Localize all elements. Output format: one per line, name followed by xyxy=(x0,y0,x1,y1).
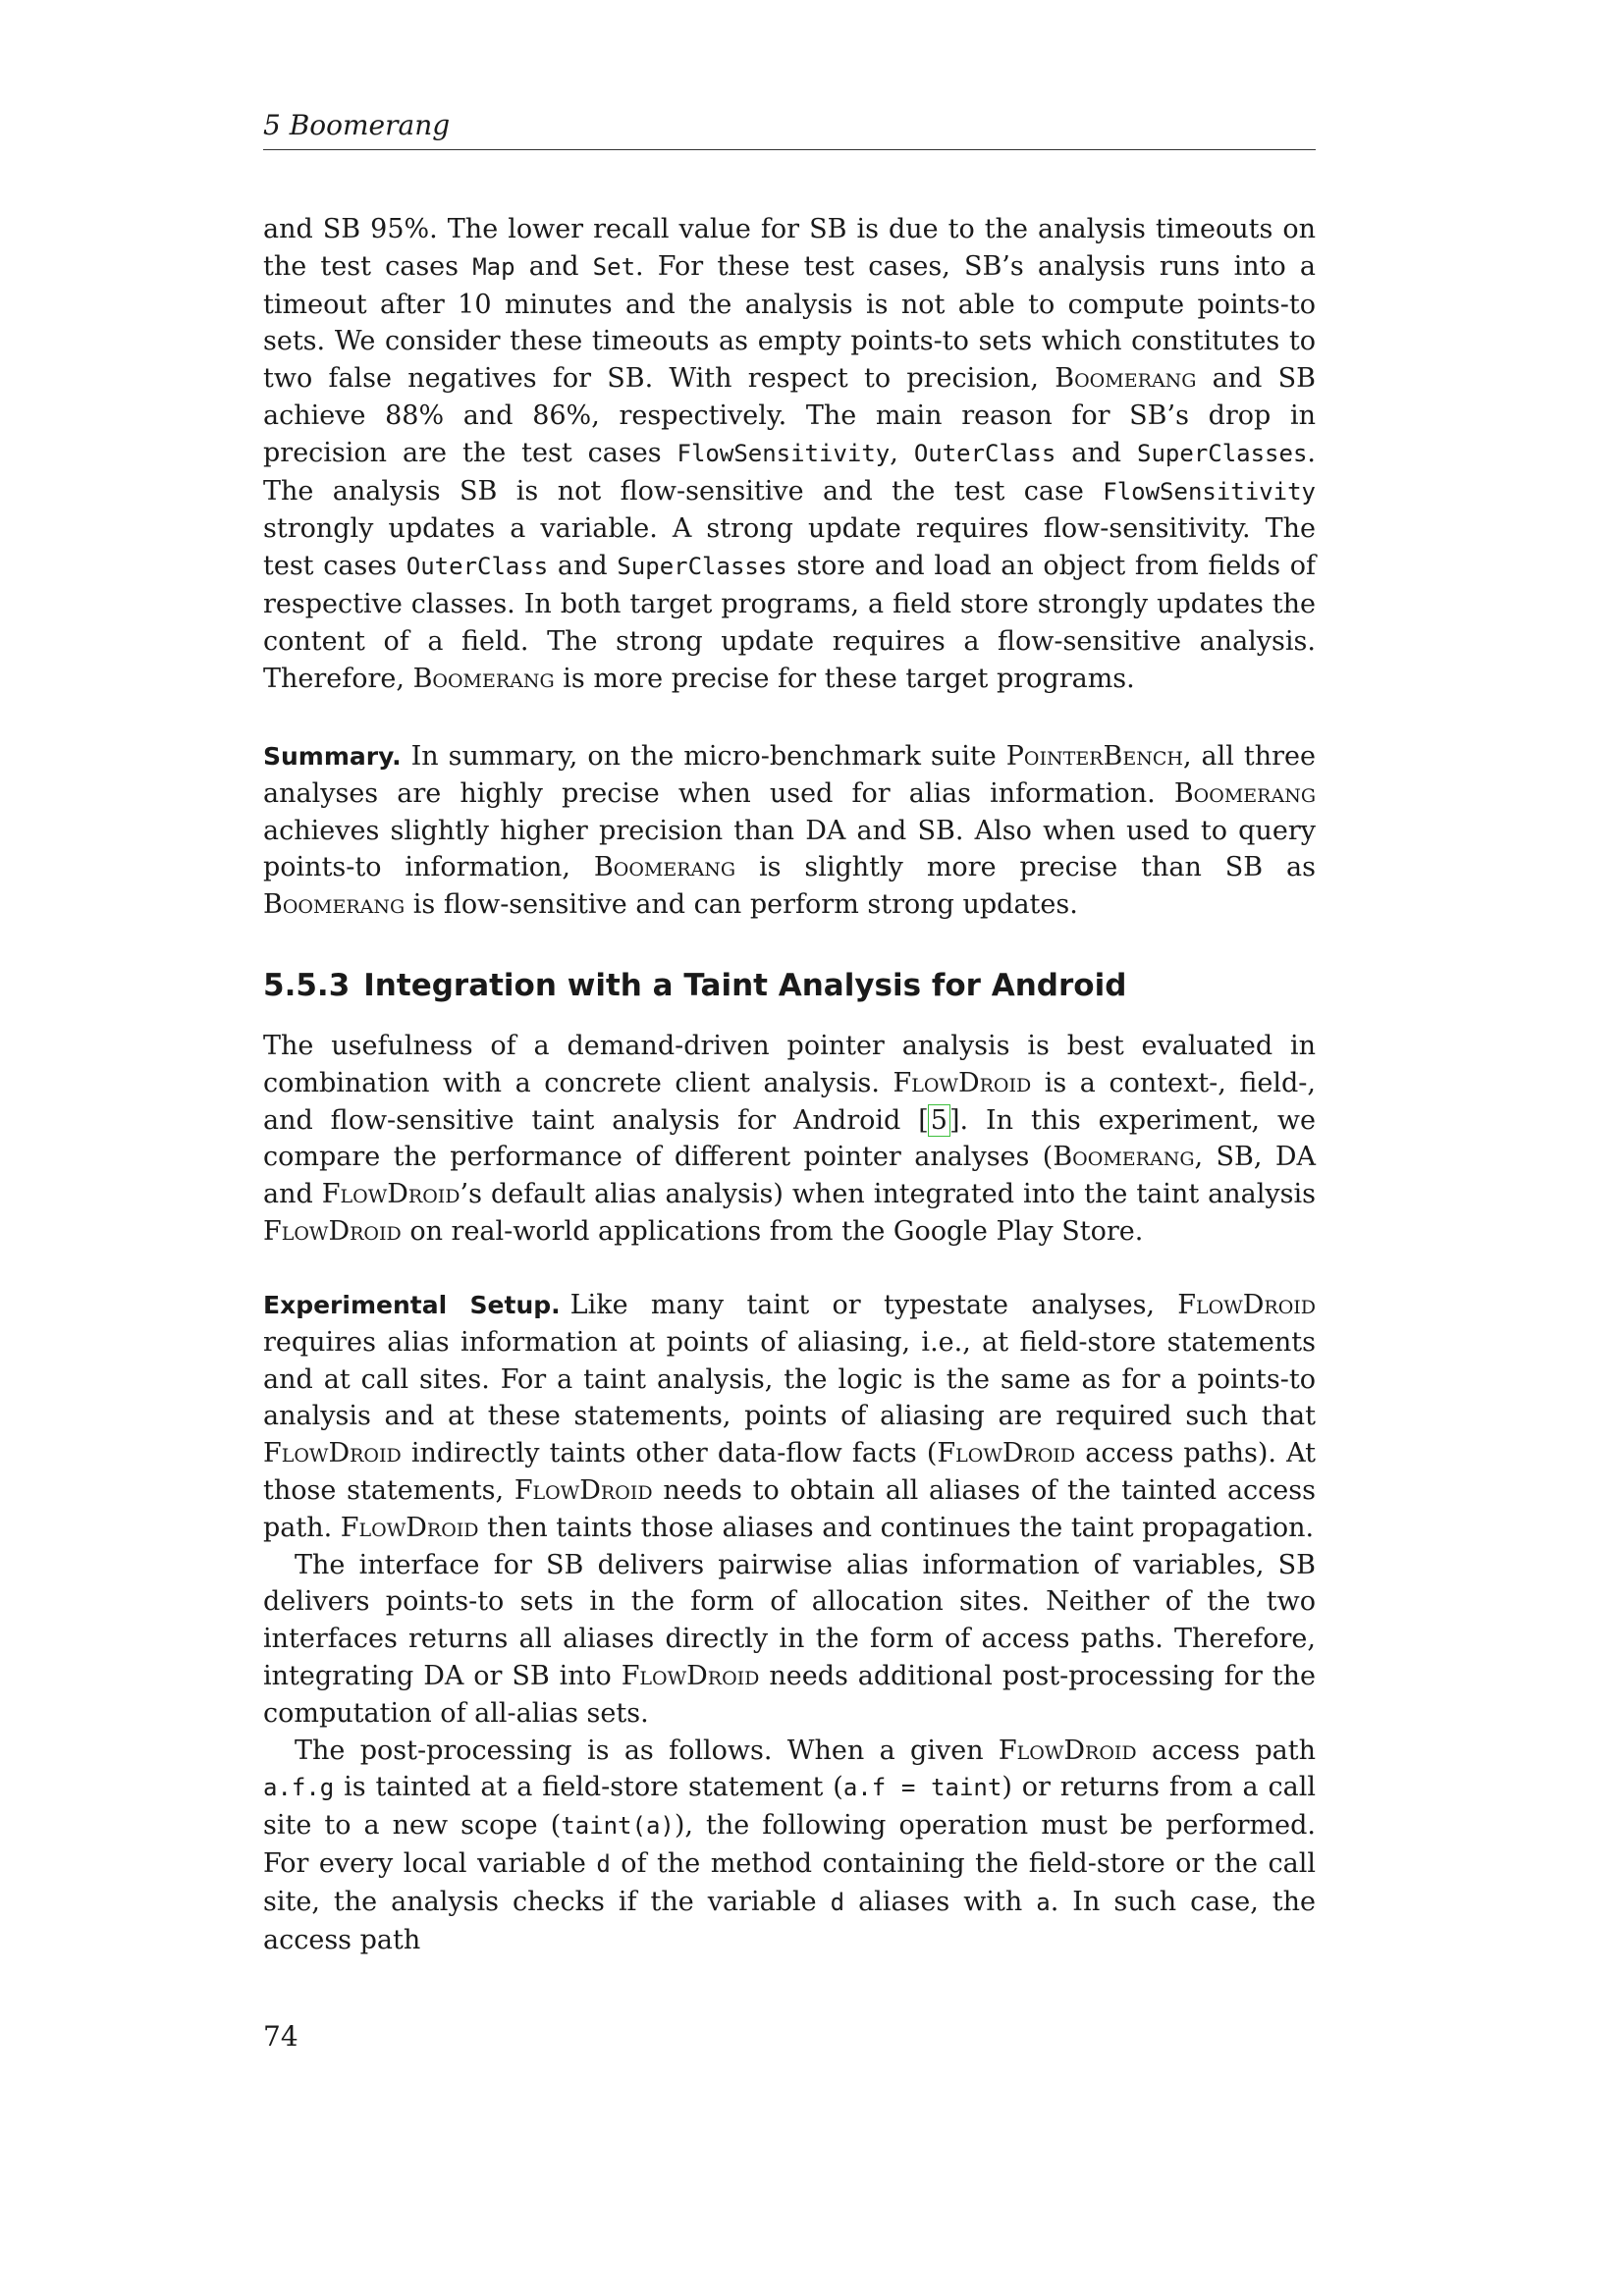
code-access-path: a.f.g xyxy=(263,1774,335,1802)
citation-link[interactable]: 5 xyxy=(930,1104,947,1136)
boomerang-name: Boomerang xyxy=(1053,1142,1195,1173)
text-run: . In such case, the access path xyxy=(263,1886,1317,1955)
text-run: , SB, DA and xyxy=(263,1142,1316,1210)
text-run: then taints those aliases and continues the taint propagation. xyxy=(478,1512,1315,1543)
text-run: needs additional post-processing for the computation of all-alias sets. xyxy=(263,1660,1316,1729)
flowdroid-name: FlowDroid xyxy=(263,1438,402,1469)
text-run: . The analysis SB is not flow-sensitive and the test case xyxy=(263,437,1316,507)
section-number: 5.5.3 xyxy=(263,968,351,1003)
text-run: access paths). At those statements, xyxy=(263,1438,1316,1506)
text-run: ), the following operation must be performed. For every local variable xyxy=(263,1810,1317,1879)
text-run: and xyxy=(514,250,593,282)
paragraph-text: The usefulness of a demand-driven pointer analysis is best evaluated in combination with a concrete client analysis. FlowDroid is a context-, field-, and flow-sensitive taint analysis for Android [5]. In this experiment, we compare the performance of different pointer analyses (Boomerang, SB, DA and FlowDroid’s default alias analysis) when integrated into the taint analysis FlowDroid on real-world applications from the Google Play Store. xyxy=(263,1031,1317,1247)
flowdroid-name: FlowDroid xyxy=(937,1438,1076,1469)
code-superclasses: SuperClasses xyxy=(1137,439,1308,467)
text-run: The interface for SB delivers pairwise alias information of variables, SB delivers points-to sets in the form of allocation sites. Neither of the two interfaces returns all aliases directly in the form of access paths. Therefore, integrating DA or SB into xyxy=(263,1549,1316,1691)
text-run: is flow-sensitive and can perform strong updates. xyxy=(405,889,1078,921)
paragraph-experimental-setup xyxy=(263,1287,1316,1958)
flowdroid-name: FlowDroid xyxy=(263,1215,402,1247)
paragraph-text xyxy=(263,738,1316,924)
code-flowsensitivity: FlowSensitivity xyxy=(1103,477,1316,506)
boomerang-name: Boomerang xyxy=(1055,363,1197,395)
text-run: ’s default alias analysis) when integrated into the taint analysis xyxy=(460,1179,1316,1210)
code-outerclass: OuterClass xyxy=(406,553,549,581)
text-run: In summary, on the micro-benchmark suite xyxy=(410,741,1006,772)
text-run: needs to obtain all aliases of the tainted access path. xyxy=(263,1474,1316,1543)
text-run: store and load an object from fields of respective classes. In both target programs, a field store strongly updates the content of a field. The strong update requires a flow-sensitive analysis. Therefore, xyxy=(263,551,1317,694)
text-run: , xyxy=(890,437,914,468)
flowdroid-name: FlowDroid xyxy=(321,1179,460,1210)
text-run: and SB achieve 88% and 86%, respectively. The main reason for SB’s drop in precision are the test cases xyxy=(263,363,1317,468)
text-run: and SB 95%. The lower recall value for SB is due to the analysis timeouts on the test cases xyxy=(263,214,1316,282)
section-heading xyxy=(263,965,1316,1006)
text-run: strongly updates a variable. A strong update requires flow-sensitivity. The test cases xyxy=(263,513,1316,582)
paragraph-intro xyxy=(263,1028,1316,1251)
flowdroid-name: FlowDroid xyxy=(893,1067,1032,1098)
code-variable-d: d xyxy=(596,1849,611,1878)
text-run: . In this experiment, we compare the performance of different pointer analyses ( xyxy=(263,1104,1317,1173)
text-run: and xyxy=(548,551,618,582)
text-run: , all three analyses are highly precise when used for alias information. xyxy=(263,741,1317,809)
paragraph-text xyxy=(263,211,1316,697)
text-run: is a context-, field-, and flow-sensitive taint analysis for Android xyxy=(263,1067,1316,1136)
boomerang-name: Boomerang xyxy=(1173,777,1316,809)
boomerang-name: Boomerang xyxy=(412,663,555,694)
paragraph-text xyxy=(263,1733,1316,1959)
flowdroid-name: FlowDroid xyxy=(340,1512,479,1543)
text-run: The usefulness of a demand-driven pointer analysis is best evaluated in combination with a concrete client analysis. xyxy=(263,1031,1316,1098)
text-run: ) or returns from a call site to a new scope ( xyxy=(263,1772,1316,1842)
text-run: Like many taint or typestate analyses, xyxy=(569,1290,1178,1320)
text-run: . For these test cases, SB’s analysis runs into a timeout after 10 minutes and the analysis is not able to compute points-to sets. We consider these timeouts as empty points-to sets which constitutes to two false negatives for SB. With respect to precision, xyxy=(263,250,1317,395)
text-run: is slightly more precise than SB as xyxy=(735,852,1316,883)
paragraph-text xyxy=(263,1287,1316,1547)
paragraph-summary xyxy=(263,738,1316,924)
boomerang-name: Boomerang xyxy=(593,852,736,883)
text-run: achieves slightly higher precision than DA and SB. Also when used to query points-to information, xyxy=(263,815,1316,883)
flowdroid-name: FlowDroid xyxy=(998,1735,1137,1766)
text-run: indirectly taints other data-flow facts ( xyxy=(401,1438,938,1469)
text-run: requires alias information at points of aliasing, i.e., at field-store statements and at call sites. For a taint analysis, the logic is the same as for a points-to analysis and at these statements, points of aliasing are required such that xyxy=(263,1326,1316,1432)
code-outerclass: OuterClass xyxy=(913,439,1056,467)
text-run: on real-world applications from the Google Play Store. xyxy=(401,1215,1144,1247)
paragraph-heading: Experimental Setup. xyxy=(263,1291,561,1319)
flowdroid-name: FlowDroid xyxy=(621,1660,760,1691)
code-variable-d: d xyxy=(830,1888,845,1916)
code-flowsensitivity: FlowSensitivity xyxy=(677,439,891,467)
text-run: of the method containing the field-store or the call site, the analysis checks if the variable xyxy=(263,1847,1316,1917)
flowdroid-name: FlowDroid xyxy=(514,1474,653,1506)
paragraph-heading: Summary. xyxy=(263,742,402,771)
code-field-store: a.f = taint xyxy=(842,1774,1002,1802)
paragraph-text xyxy=(263,1547,1316,1733)
paragraph-recall-precision xyxy=(263,211,1316,697)
code-set: Set xyxy=(592,252,636,281)
text-run: and xyxy=(1056,437,1138,468)
running-header: 5 Boomerang xyxy=(263,106,1316,150)
text-run: is more precise for these target programs. xyxy=(554,663,1135,694)
code-taint-call: taint(a) xyxy=(561,1812,675,1841)
code-variable-a: a xyxy=(1036,1888,1051,1916)
code-map: Map xyxy=(472,252,515,281)
flowdroid-name: FlowDroid xyxy=(1177,1290,1317,1320)
boomerang-name: Boomerang xyxy=(263,889,406,921)
code-superclasses: SuperClasses xyxy=(617,553,787,581)
text-run: is tainted at a field-store statement ( xyxy=(334,1772,843,1803)
section-title-text: Integration with a Taint Analysis for Android xyxy=(363,968,1127,1003)
text-run: access path xyxy=(1136,1735,1316,1766)
pointerbench-name: PointerBench xyxy=(1005,741,1183,772)
section-title xyxy=(263,965,1316,1006)
page-number: 74 xyxy=(263,2020,298,2053)
text-run: The post-processing is as follows. When a given xyxy=(295,1735,999,1766)
text-run: aliases with xyxy=(844,1886,1037,1917)
